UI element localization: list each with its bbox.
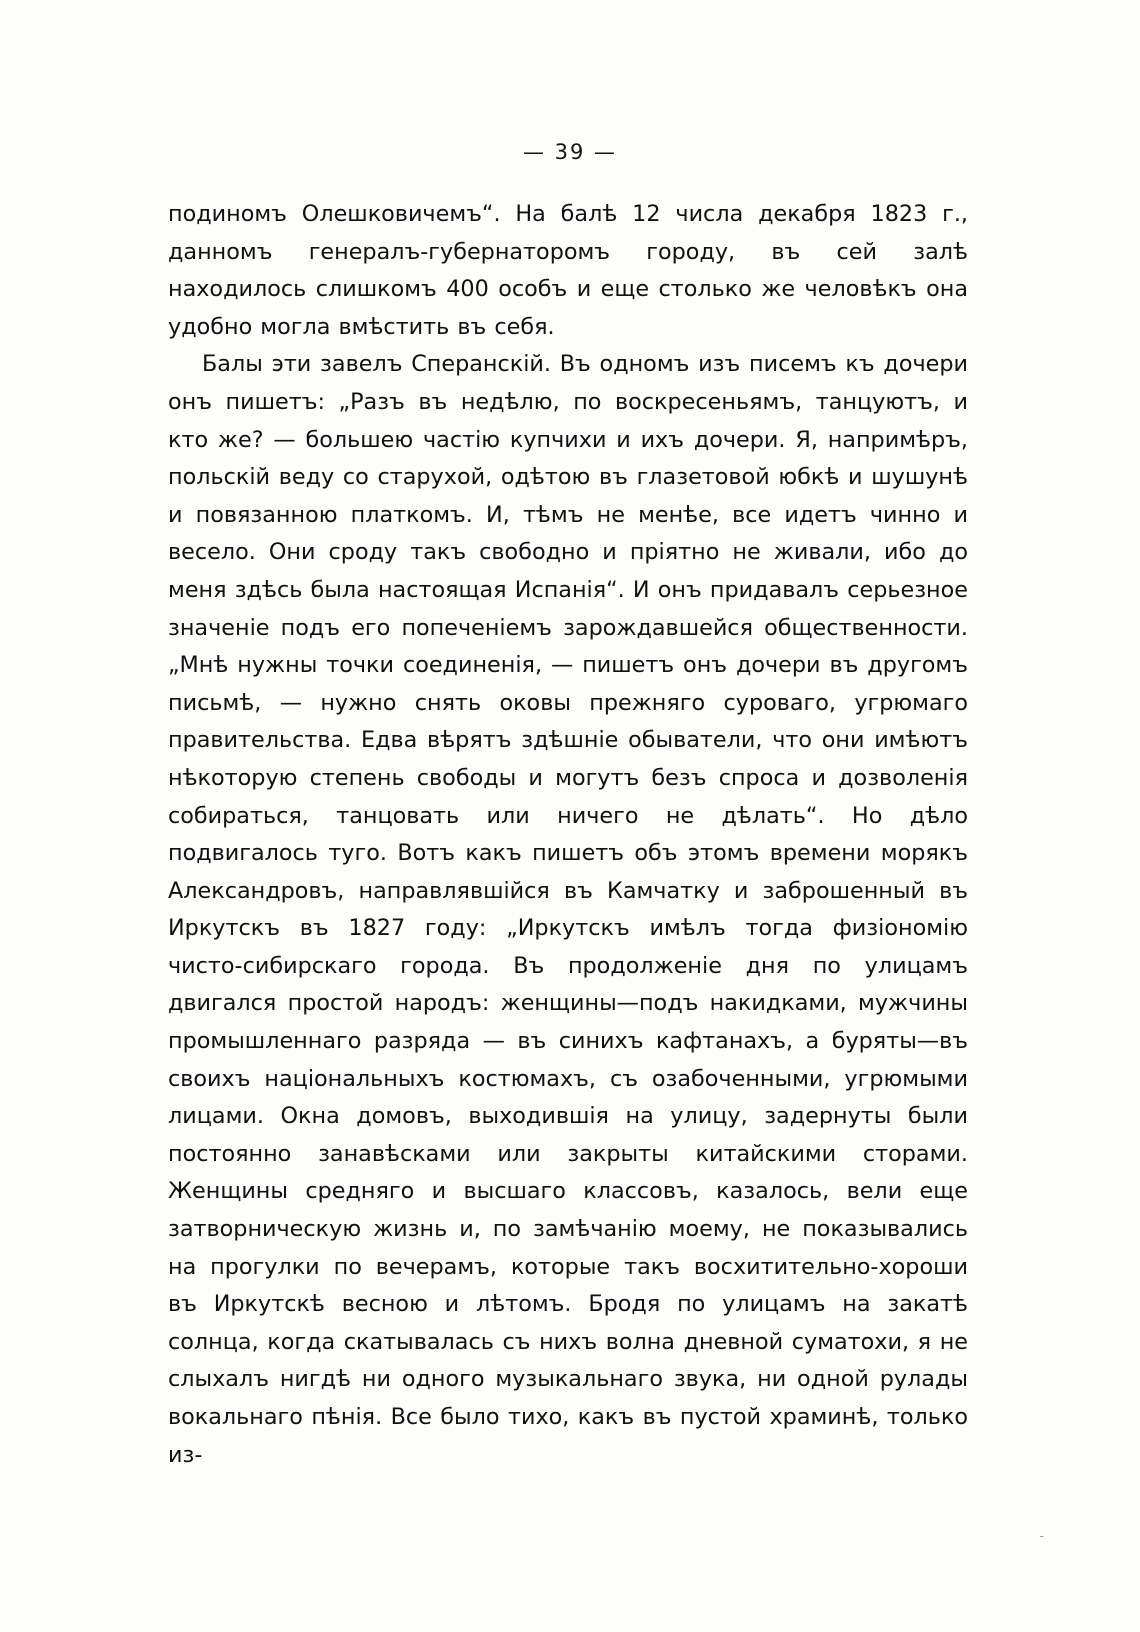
paragraph: Балы эти завелъ Сперанскій. Въ одномъ изъ писемъ къ дочери онъ пишетъ: „Разъ въ недѣлю, по воскресеньямъ, танцуютъ, и кто же? — большею частію купчихи и ихъ дочери. Я, напримѣръ, польскій веду со старухой, одѣтою въ глазетовой юбкѣ и шушунѣ и повязанною платкомъ. И, тѣмъ не менѣе, все идетъ чинно и весело. Они сроду такъ свободно и пріятно не живали, ибо до меня здѣсь была настоящая Испанія“. И онъ придавалъ серьезное значеніе подъ его попеченіемъ зарождавшейся общественности. „Мнѣ нужны точки соединенія, — пишетъ онъ дочери въ другомъ письмѣ, — нужно снять оковы прежняго суроваго, угрюмаго правительства. Едва вѣрятъ здѣшніе обыватели, что они имѣютъ нѣкоторую степень свободы и могутъ безъ спроса и дозволенія собираться, танцовать или ничего не дѣлать“. Но дѣло подвигалось туго. Вотъ какъ пишетъ объ этомъ времени морякъ Александровъ, направлявшійся въ Камчатку и заброшенный въ Иркутскъ въ 1827 году: „Иркутскъ имѣлъ тогда физіономію чисто-сибирскаго города. Въ продолженіе дня по улицамъ двигался простой народъ: женщины—подъ накидками, мужчины промышленнаго разряда — въ синихъ кафтанахъ, а буряты—въ своихъ національныхъ костюмахъ, съ озабоченными, угрюмыми лицами. Окна домовъ, выходившія на улицу, задернуты были постоянно занавѣсками или закрыты китайскими сторами. Женщины средняго и высшаго классовъ, казалось, вели еще затворническую жизнь и, по замѣчанію моему, не показывались на прогулки по вечерамъ, которые такъ восхитительно-хороши въ Иркутскѣ весною и лѣтомъ. Бродя по улицамъ на закатѣ солнца, когда скатывалась съ нихъ волна дневной суматохи, я не слыхалъ нигдѣ ни одного музыкальнаго звука, ни одной рулады вокальнаго пѣнія. Все было тихо, какъ въ пустой храминѣ, только из- bbox=[168, 351, 968, 1468]
body-text bbox=[168, 196, 968, 1474]
paragraph: подиномъ Олешковичемъ“. На балѣ 12 числа декабря 1823 г., данномъ генералъ-губернаторомъ городу, въ сей залѣ находилось слишкомъ 400 особъ и еще столько же человѣкъ она удобно могла вмѣстить въ себя. bbox=[168, 201, 968, 340]
corner-mark: - bbox=[1039, 1529, 1044, 1544]
page-number: — 39 — bbox=[522, 140, 618, 164]
